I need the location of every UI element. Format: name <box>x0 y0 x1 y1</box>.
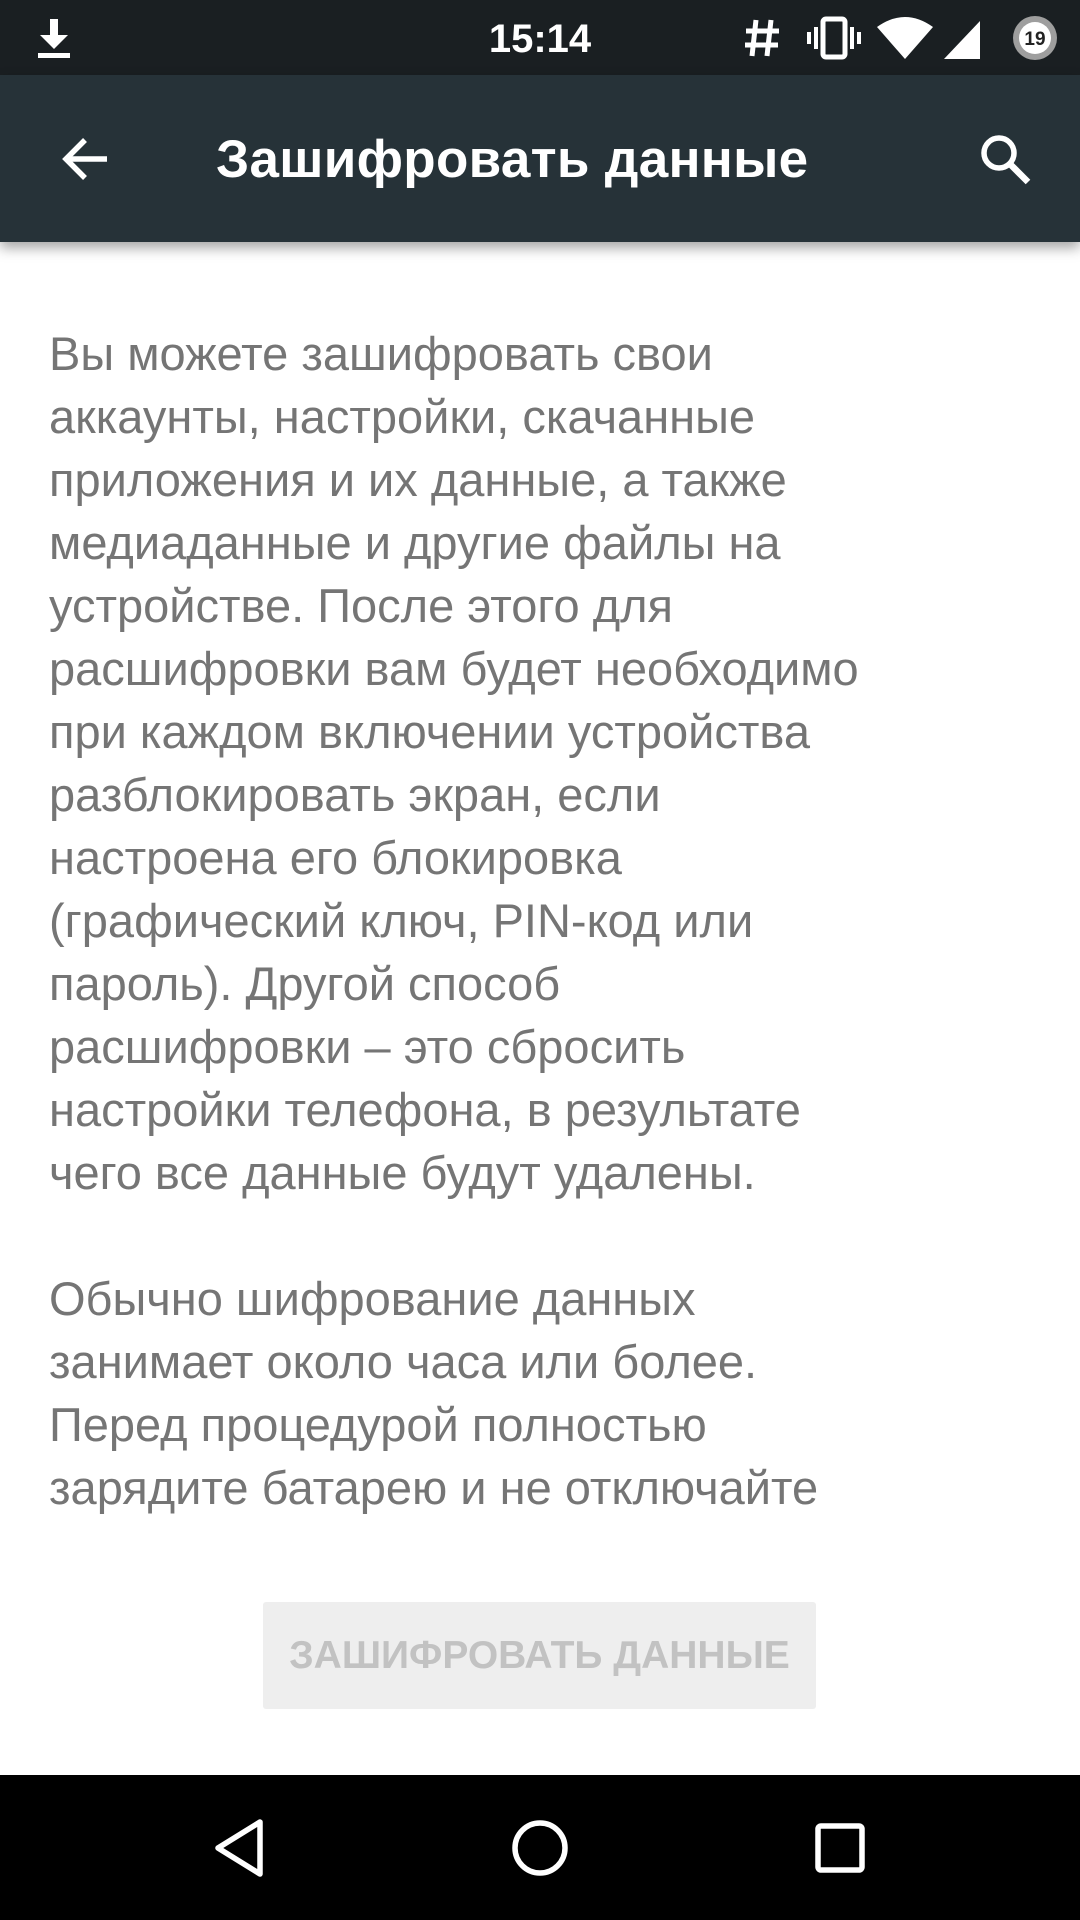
battery-icon <box>1010 0 1060 75</box>
battery-level-text: 19 <box>1024 28 1046 50</box>
back-triangle-icon <box>210 1816 270 1880</box>
vibrate-icon <box>806 0 862 75</box>
content-scroll-area[interactable] <box>0 242 1080 1534</box>
encrypt-data-button[interactable]: ЗАШИФРОВАТЬ ДАННЫЕ <box>263 1602 816 1709</box>
status-bar <box>0 0 1080 75</box>
recents-square-icon <box>810 1818 870 1878</box>
back-button[interactable] <box>40 119 130 199</box>
search-button[interactable] <box>960 119 1050 199</box>
status-time: 15:14 <box>488 17 592 61</box>
page-title: Зашифровать данные <box>216 130 809 189</box>
hash-icon <box>742 0 782 75</box>
wifi-icon <box>876 0 934 75</box>
nav-back-button[interactable] <box>170 1775 310 1920</box>
nav-home-button[interactable] <box>470 1775 610 1920</box>
home-circle-icon <box>508 1816 572 1880</box>
signal-icon <box>942 0 982 75</box>
app-bar <box>0 75 1080 242</box>
arrow-back-icon <box>60 136 110 182</box>
search-icon <box>977 131 1033 187</box>
encryption-description: Вы можете зашифровать свои аккаунты, настройки, скачанные приложения и их данные, а также медиаданные и другие файлы на устройстве. После этого для расшифровки вам будет необходимо при каждом включении устройства разблокировать экран, если настроена его блокировка (графический ключ, PIN-код или пароль). Другой способ расшифровки – это сбросить настройки телефона, в результате чего все данные будут удалены. Обычно шифрование данных занимает около часа или более. Перед процедурой полностью зарядите батарею и не отключайте <box>49 327 859 1514</box>
nav-recents-button[interactable] <box>770 1775 910 1920</box>
navigation-bar <box>0 1775 1080 1920</box>
